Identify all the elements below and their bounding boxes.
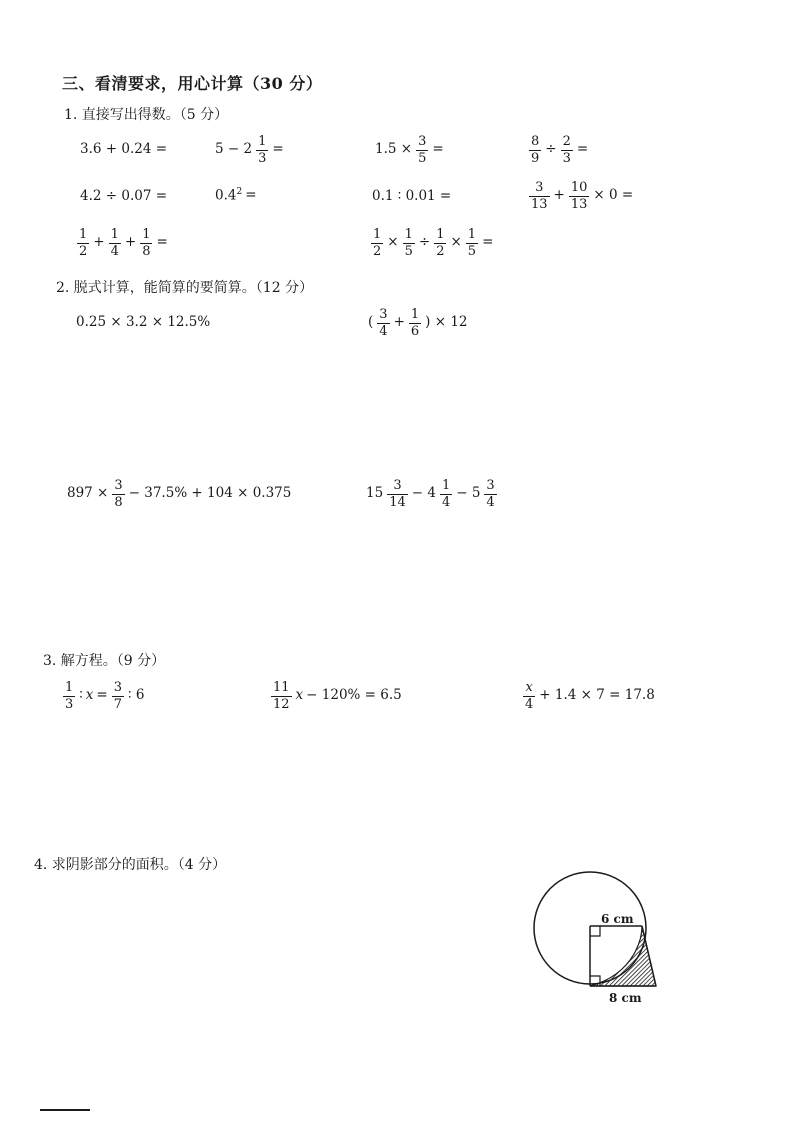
q1-title: 1. 直接写出得数。（5 分）: [64, 107, 229, 123]
label-8cm: 8 cm: [609, 991, 642, 1005]
q2-expr-4: 15 3 14 − 4 1 4 − 5 3 4: [366, 478, 495, 510]
q3-title: 3. 解方程。（9 分）: [43, 653, 166, 669]
q1-expr-3: 1.5 × $\frac{3}{5}$ =: [375, 134, 444, 166]
q1-expr-2: 5 − 2 $\frac{1}{3}$ =: [215, 134, 284, 166]
q1-expr-5: 4.2 ÷ 0.07 =: [80, 188, 168, 204]
q2-expr-3: 897 × $\frac{3}{8}$ − 37.5% + 104 × 0.375: [67, 478, 292, 510]
q3-expr-2: 11 12 x − 120% = 6.5: [273, 680, 402, 712]
footer-rule: [40, 1109, 90, 1111]
q2-title: 2. 脱式计算，能简算的要简算。（12 分）: [56, 280, 314, 296]
q4-title: 4. 求阴影部分的面积。（4 分）: [34, 857, 227, 873]
q3-expr-3: x 4 + 1.4 × 7 = 17.8: [525, 680, 655, 712]
q2-expr-2: ( 3 4 + $\frac{1}{6}$ ) × 12: [368, 307, 468, 339]
q1-expr-4: $\frac{8}{9}$ ÷ $\frac{2}{3}$ =: [531, 134, 589, 166]
right-angle-mark-top: [590, 926, 600, 936]
q2-expr-1: 0.25 × 3.2 × 12.5%: [76, 314, 211, 330]
q1-expr-10: $\frac{1}{2}$ × $\frac{1}{5}$ ÷ $\frac{1}{2}$ × $\frac{1}{5}$ =: [373, 227, 494, 259]
q1-expr-9: 1 2 + $\frac{1}{4}$ + $\frac{1}{8}$ =: [79, 227, 168, 259]
label-6cm: 6 cm: [601, 912, 634, 926]
section-title: 三、看清要求，用心计算（30 分）: [62, 74, 323, 93]
shaded-area-figure: [520, 858, 680, 1018]
q3-expr-1: 1 3 ∶ x = $\frac{3}{7}$ ∶ 6: [65, 680, 145, 712]
q1-expr-1: 3.6 + 0.24 =: [80, 141, 168, 157]
q1-expr-7: 0.1 ∶ 0.01 =: [372, 188, 452, 204]
q1-expr-8: 3 13 + $\frac{10}{13}$ × 0 =: [531, 180, 634, 212]
q1-expr-6: $0.4^2$ =: [215, 186, 257, 204]
